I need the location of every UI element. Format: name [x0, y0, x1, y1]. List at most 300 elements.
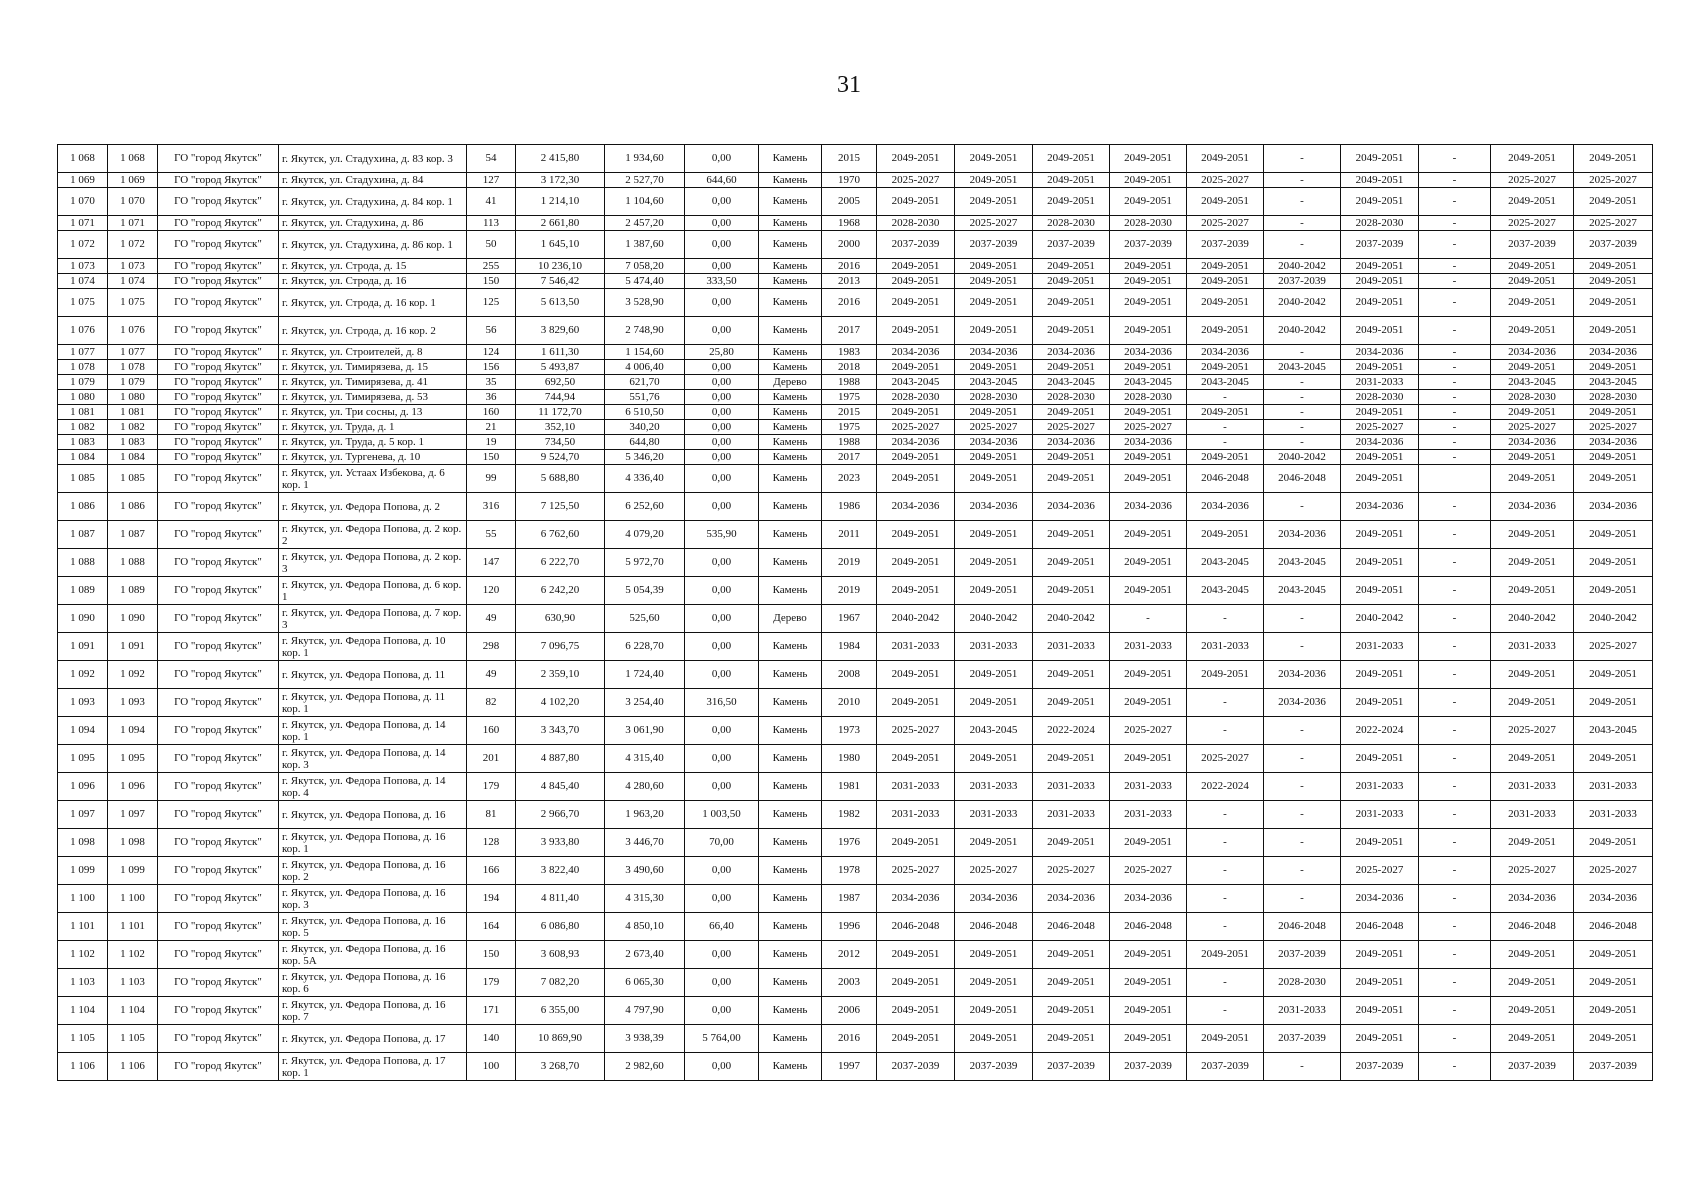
table-cell: 2049-2051: [1187, 360, 1264, 375]
table-cell: 1 080: [58, 390, 108, 405]
table-cell: 1 096: [108, 773, 158, 801]
table-cell: 2028-2030: [1033, 390, 1110, 405]
table-cell: 2025-2027: [955, 857, 1033, 885]
table-cell: -: [1419, 173, 1491, 188]
table-cell: -: [1419, 1053, 1491, 1081]
table-cell: ГО "город Якутск": [158, 216, 279, 231]
table-cell: 99: [467, 465, 516, 493]
table-cell: 2049-2051: [955, 259, 1033, 274]
table-cell: 1 077: [108, 345, 158, 360]
table-cell: г. Якутск, ул. Федора Попова, д. 16 кор. 2: [279, 857, 467, 885]
table-cell: ГО "город Якутск": [158, 633, 279, 661]
table-cell: ГО "город Якутск": [158, 375, 279, 390]
table-cell: 0,00: [685, 259, 759, 274]
table-cell: -: [1419, 549, 1491, 577]
table-cell: 2049-2051: [877, 1025, 955, 1053]
table-cell: 2040-2042: [1491, 605, 1574, 633]
table-cell: 2049-2051: [1110, 405, 1187, 420]
table-cell: 2049-2051: [1341, 274, 1419, 289]
table-cell: 1 073: [108, 259, 158, 274]
table-cell: 56: [467, 317, 516, 345]
table-cell: 1 081: [108, 405, 158, 420]
table-cell: 7 096,75: [516, 633, 605, 661]
table-cell: 1 102: [108, 941, 158, 969]
table-cell: 2049-2051: [1033, 969, 1110, 997]
table-cell: -: [1264, 605, 1341, 633]
table-cell: 0,00: [685, 941, 759, 969]
table-cell: 2037-2039: [877, 231, 955, 259]
table-cell: 120: [467, 577, 516, 605]
table-cell: 2034-2036: [955, 493, 1033, 521]
table-cell: -: [1419, 941, 1491, 969]
table-cell: ГО "город Якутск": [158, 941, 279, 969]
table-cell: 2049-2051: [877, 661, 955, 689]
table-cell: Камень: [759, 493, 822, 521]
table-cell: -: [1419, 375, 1491, 390]
table-cell: 5 474,40: [605, 274, 685, 289]
table-cell: 2043-2045: [1264, 577, 1341, 605]
table-cell: ГО "город Якутск": [158, 577, 279, 605]
table-cell: 0,00: [685, 745, 759, 773]
table-cell: 2049-2051: [1033, 289, 1110, 317]
table-cell: 2015: [822, 405, 877, 420]
table-cell: 2049-2051: [1110, 549, 1187, 577]
table-cell: 1 072: [108, 231, 158, 259]
table-cell: г. Якутск, ул. Федора Попова, д. 11 кор. 1: [279, 689, 467, 717]
table-cell: 2043-2045: [1187, 577, 1264, 605]
table-cell: г. Якутск, ул. Федора Попова, д. 14 кор. 4: [279, 773, 467, 801]
table-cell: 2049-2051: [1110, 689, 1187, 717]
table-cell: 333,50: [685, 274, 759, 289]
table-row: [58, 913, 1653, 941]
table-cell: 2046-2048: [1033, 913, 1110, 941]
table-cell: 2025-2027: [877, 717, 955, 745]
table-cell: 2028-2030: [877, 216, 955, 231]
table-row: [58, 390, 1653, 405]
table-cell: 2040-2042: [1264, 259, 1341, 274]
table-row: [58, 435, 1653, 450]
table-cell: 4 102,20: [516, 689, 605, 717]
table-cell: 2025-2027: [1491, 420, 1574, 435]
table-cell: 2049-2051: [955, 577, 1033, 605]
table-cell: 2037-2039: [1264, 941, 1341, 969]
table-cell: 2034-2036: [1264, 689, 1341, 717]
table-cell: 340,20: [605, 420, 685, 435]
table-cell: 1 214,10: [516, 188, 605, 216]
table-cell: 0,00: [685, 289, 759, 317]
table-cell: 2012: [822, 941, 877, 969]
table-cell: 1970: [822, 173, 877, 188]
table-cell: 2022-2024: [1187, 773, 1264, 801]
table-cell: 2037-2039: [1264, 1025, 1341, 1053]
table-cell: -: [1264, 717, 1341, 745]
table-row: [58, 173, 1653, 188]
table-cell: 41: [467, 188, 516, 216]
table-cell: -: [1187, 885, 1264, 913]
table-cell: 1 097: [58, 801, 108, 829]
table-cell: 2049-2051: [1574, 549, 1653, 577]
table-cell: 1 078: [108, 360, 158, 375]
table-cell: 2031-2033: [1574, 773, 1653, 801]
table-cell: 2049-2051: [955, 145, 1033, 173]
table-cell: 2 359,10: [516, 661, 605, 689]
table-cell: Камень: [759, 885, 822, 913]
table-cell: ГО "город Якутск": [158, 274, 279, 289]
table-cell: 0,00: [685, 1053, 759, 1081]
table-cell: 2049-2051: [1491, 997, 1574, 1025]
table-cell: 2018: [822, 360, 877, 375]
table-cell: 2049-2051: [877, 745, 955, 773]
table-cell: 2043-2045: [955, 375, 1033, 390]
table-cell: -: [1187, 969, 1264, 997]
table-cell: 6 355,00: [516, 997, 605, 1025]
table-cell: -: [1419, 997, 1491, 1025]
table-cell: 2049-2051: [1110, 577, 1187, 605]
table-cell: 127: [467, 173, 516, 188]
table-cell: 9 524,70: [516, 450, 605, 465]
table-cell: Камень: [759, 390, 822, 405]
table-cell: 2025-2027: [1033, 857, 1110, 885]
table-cell: 2003: [822, 969, 877, 997]
table-cell: Камень: [759, 941, 822, 969]
table-cell: г. Якутск, ул. Федора Попова, д. 16 кор. 5А: [279, 941, 467, 969]
table-row: [58, 450, 1653, 465]
table-cell: 4 845,40: [516, 773, 605, 801]
table-cell: 2005: [822, 188, 877, 216]
table-row: [58, 420, 1653, 435]
table-cell: 2049-2051: [1341, 1025, 1419, 1053]
table-cell: 1967: [822, 605, 877, 633]
table-cell: г. Якутск, ул. Федора Попова, д. 10 кор. 1: [279, 633, 467, 661]
table-cell: 2031-2033: [1341, 773, 1419, 801]
table-cell: 2049-2051: [1341, 829, 1419, 857]
table-row: [58, 633, 1653, 661]
table-cell: 2040-2042: [1341, 605, 1419, 633]
table-cell: 0,00: [685, 317, 759, 345]
table-cell: 2040-2042: [955, 605, 1033, 633]
table-cell: 1 094: [58, 717, 108, 745]
table-cell: 2022-2024: [1341, 717, 1419, 745]
table-cell: -: [1187, 829, 1264, 857]
table-cell: Камень: [759, 274, 822, 289]
table-cell: 2049-2051: [1491, 521, 1574, 549]
table-cell: 2049-2051: [1574, 145, 1653, 173]
table-cell: 1 105: [58, 1025, 108, 1053]
table-cell: 4 006,40: [605, 360, 685, 375]
table-cell: 2025-2027: [1491, 857, 1574, 885]
table-cell: -: [1187, 689, 1264, 717]
table-cell: 2049-2051: [1574, 521, 1653, 549]
table-cell: г. Якутск, ул. Федора Попова, д. 16 кор. 7: [279, 997, 467, 1025]
table-cell: 2031-2033: [955, 801, 1033, 829]
table-cell: 0,00: [685, 969, 759, 997]
table-cell: 2049-2051: [1110, 969, 1187, 997]
table-cell: 2049-2051: [1187, 450, 1264, 465]
table-cell: г. Якутск, ул. Труда, д. 1: [279, 420, 467, 435]
table-cell: 150: [467, 274, 516, 289]
table-cell: -: [1264, 145, 1341, 173]
table-cell: -: [1264, 420, 1341, 435]
table-cell: 2049-2051: [1491, 465, 1574, 493]
table-cell: 2 527,70: [605, 173, 685, 188]
table-cell: 1 103: [108, 969, 158, 997]
table-cell: -: [1187, 605, 1264, 633]
table-cell: 2049-2051: [877, 941, 955, 969]
table-cell: ГО "город Якутск": [158, 913, 279, 941]
table-cell: 2049-2051: [1574, 941, 1653, 969]
table-cell: 7 546,42: [516, 274, 605, 289]
table-row: [58, 405, 1653, 420]
table-cell: 1988: [822, 375, 877, 390]
table-cell: 1 106: [58, 1053, 108, 1081]
table-cell: 2049-2051: [1341, 360, 1419, 375]
table-cell: 2031-2033: [1491, 801, 1574, 829]
table-row: [58, 885, 1653, 913]
table-cell: 4 280,60: [605, 773, 685, 801]
table-cell: 2034-2036: [1341, 345, 1419, 360]
table-cell: 1 091: [108, 633, 158, 661]
table-cell: 2025-2027: [1491, 173, 1574, 188]
table-cell: 2031-2033: [1110, 773, 1187, 801]
table-cell: -: [1110, 605, 1187, 633]
table-cell: 2043-2045: [1491, 375, 1574, 390]
table-cell: 2049-2051: [1341, 259, 1419, 274]
table-cell: 2046-2048: [1491, 913, 1574, 941]
table-cell: 0,00: [685, 997, 759, 1025]
table-cell: Камень: [759, 216, 822, 231]
table-cell: 1 098: [108, 829, 158, 857]
table-cell: 2037-2039: [955, 1053, 1033, 1081]
table-cell: 2025-2027: [1033, 420, 1110, 435]
table-cell: 2034-2036: [1341, 885, 1419, 913]
table-cell: 150: [467, 941, 516, 969]
table-cell: 2031-2033: [1033, 633, 1110, 661]
table-cell: 0,00: [685, 145, 759, 173]
table-cell: ГО "город Якутск": [158, 997, 279, 1025]
table-cell: 2049-2051: [877, 145, 955, 173]
table-cell: г. Якутск, ул. Тимирязева, д. 15: [279, 360, 467, 375]
table-cell: 1 082: [58, 420, 108, 435]
table-cell: -: [1264, 829, 1341, 857]
table-cell: ГО "город Якутск": [158, 420, 279, 435]
table-cell: 2025-2027: [1341, 420, 1419, 435]
table-cell: 2031-2033: [1491, 773, 1574, 801]
table-cell: 2049-2051: [1491, 689, 1574, 717]
table-cell: 2049-2051: [955, 289, 1033, 317]
table-cell: -: [1264, 188, 1341, 216]
table-cell: -: [1419, 259, 1491, 274]
table-cell: г. Якутск, ул. Строда, д. 16 кор. 2: [279, 317, 467, 345]
table-cell: -: [1187, 420, 1264, 435]
table-cell: 2043-2045: [1033, 375, 1110, 390]
table-cell: 2049-2051: [1574, 450, 1653, 465]
table-cell: 1 078: [58, 360, 108, 375]
table-cell: -: [1264, 375, 1341, 390]
table-cell: г. Якутск, ул. Стадухина, д. 84: [279, 173, 467, 188]
table-cell: -: [1419, 493, 1491, 521]
table-cell: Камень: [759, 1053, 822, 1081]
table-cell: 298: [467, 633, 516, 661]
table-cell: 1 073: [58, 259, 108, 274]
table-cell: 1 094: [108, 717, 158, 745]
table-cell: 2049-2051: [877, 317, 955, 345]
table-cell: 2028-2030: [1264, 969, 1341, 997]
table-cell: 2049-2051: [1033, 689, 1110, 717]
table-cell: 2049-2051: [1574, 1025, 1653, 1053]
table-cell: 3 829,60: [516, 317, 605, 345]
table-cell: 3 822,40: [516, 857, 605, 885]
table-cell: 2049-2051: [877, 465, 955, 493]
table-row: [58, 360, 1653, 375]
table-cell: 5 493,87: [516, 360, 605, 375]
table-cell: 2025-2027: [1110, 717, 1187, 745]
table-cell: 2049-2051: [955, 941, 1033, 969]
table-cell: 2037-2039: [1574, 1053, 1653, 1081]
table-cell: 2049-2051: [1341, 521, 1419, 549]
table-cell: 1 098: [58, 829, 108, 857]
table-cell: 2049-2051: [1574, 289, 1653, 317]
table-cell: 0,00: [685, 405, 759, 420]
table-cell: 156: [467, 360, 516, 375]
table-cell: 2049-2051: [1341, 997, 1419, 1025]
table-cell: 1 077: [58, 345, 108, 360]
table-cell: 525,60: [605, 605, 685, 633]
table-cell: 2025-2027: [1574, 633, 1653, 661]
table-cell: 2025-2027: [1574, 857, 1653, 885]
table-cell: Камень: [759, 997, 822, 1025]
table-cell: 3 254,40: [605, 689, 685, 717]
table-cell: 1 068: [58, 145, 108, 173]
table-cell: 2025-2027: [1110, 857, 1187, 885]
table-cell: 49: [467, 605, 516, 633]
table-cell: 2034-2036: [877, 885, 955, 913]
table-cell: 2028-2030: [1110, 390, 1187, 405]
table-cell: 179: [467, 969, 516, 997]
table-cell: -: [1419, 216, 1491, 231]
table-cell: ГО "город Якутск": [158, 259, 279, 274]
table-cell: 0,00: [685, 857, 759, 885]
table-cell: ГО "город Якутск": [158, 289, 279, 317]
table-cell: 2049-2051: [1491, 188, 1574, 216]
table-cell: ГО "город Якутск": [158, 231, 279, 259]
table-cell: 2049-2051: [1491, 450, 1574, 465]
table-cell: -: [1264, 885, 1341, 913]
table-cell: -: [1419, 885, 1491, 913]
table-cell: 2037-2039: [877, 1053, 955, 1081]
table-cell: 2049-2051: [877, 829, 955, 857]
table-cell: ГО "город Якутск": [158, 829, 279, 857]
table-cell: 2049-2051: [955, 465, 1033, 493]
table-row: [58, 577, 1653, 605]
table-cell: 2034-2036: [1033, 435, 1110, 450]
table-cell: 0,00: [685, 773, 759, 801]
table-cell: 4 797,90: [605, 997, 685, 1025]
table-cell: г. Якутск, ул. Федора Попова, д. 16 кор. 6: [279, 969, 467, 997]
table-cell: Камень: [759, 521, 822, 549]
table-row: [58, 521, 1653, 549]
table-cell: 0,00: [685, 465, 759, 493]
table-cell: 2043-2045: [1574, 717, 1653, 745]
table-cell: 2049-2051: [1341, 145, 1419, 173]
table-cell: 1 081: [58, 405, 108, 420]
table-cell: 1 090: [58, 605, 108, 633]
table-cell: 2025-2027: [1110, 420, 1187, 435]
table-cell: 692,50: [516, 375, 605, 390]
table-cell: ГО "город Якутск": [158, 605, 279, 633]
table-cell: -: [1187, 913, 1264, 941]
table-cell: 2046-2048: [1187, 465, 1264, 493]
table-cell: 2049-2051: [1574, 465, 1653, 493]
table-cell: 2049-2051: [877, 289, 955, 317]
table-cell: 2049-2051: [1110, 289, 1187, 317]
table-cell: 1 092: [58, 661, 108, 689]
table-cell: 0,00: [685, 390, 759, 405]
table-cell: 2049-2051: [955, 661, 1033, 689]
table-row: [58, 1025, 1653, 1053]
table-cell: 1 091: [58, 633, 108, 661]
table-cell: 164: [467, 913, 516, 941]
table-cell: 2034-2036: [955, 345, 1033, 360]
table-row: [58, 773, 1653, 801]
table-cell: 160: [467, 405, 516, 420]
table-cell: 2049-2051: [1341, 173, 1419, 188]
table-cell: 1 086: [108, 493, 158, 521]
table-cell: 2 673,40: [605, 941, 685, 969]
table-cell: 2 661,80: [516, 216, 605, 231]
table-cell: 2049-2051: [1491, 577, 1574, 605]
table-cell: ГО "город Якутск": [158, 317, 279, 345]
table-cell: Камень: [759, 345, 822, 360]
table-cell: -: [1419, 450, 1491, 465]
table-cell: 2043-2045: [877, 375, 955, 390]
table-cell: 0,00: [685, 231, 759, 259]
table-cell: Камень: [759, 745, 822, 773]
table-cell: 2049-2051: [1033, 274, 1110, 289]
table-cell: Камень: [759, 633, 822, 661]
table-cell: 194: [467, 885, 516, 913]
table-row: [58, 317, 1653, 345]
table-cell: 5 054,39: [605, 577, 685, 605]
table-cell: Дерево: [759, 605, 822, 633]
table-cell: 1 072: [58, 231, 108, 259]
table-cell: 2034-2036: [1187, 345, 1264, 360]
table-cell: -: [1419, 274, 1491, 289]
table-cell: 2049-2051: [955, 405, 1033, 420]
table-cell: 1981: [822, 773, 877, 801]
table-cell: 2034-2036: [955, 435, 1033, 450]
table-cell: 2049-2051: [1033, 521, 1110, 549]
table-cell: -: [1264, 345, 1341, 360]
table-cell: -: [1419, 145, 1491, 173]
table-row: [58, 465, 1653, 493]
table-cell: 2049-2051: [877, 188, 955, 216]
table-cell: 2025-2027: [1574, 173, 1653, 188]
table-cell: 2031-2033: [1341, 633, 1419, 661]
table-cell: Камень: [759, 801, 822, 829]
table-cell: -: [1264, 435, 1341, 450]
table-cell: 2049-2051: [955, 450, 1033, 465]
table-cell: 2049-2051: [1341, 745, 1419, 773]
table-cell: 1 085: [58, 465, 108, 493]
table-cell: 2034-2036: [1574, 493, 1653, 521]
table-cell: 2028-2030: [1574, 390, 1653, 405]
table-cell: 3 490,60: [605, 857, 685, 885]
table-cell: 11 172,70: [516, 405, 605, 420]
table-cell: 1 084: [58, 450, 108, 465]
table-cell: -: [1419, 1025, 1491, 1053]
table-cell: Камень: [759, 465, 822, 493]
table-cell: 2016: [822, 289, 877, 317]
